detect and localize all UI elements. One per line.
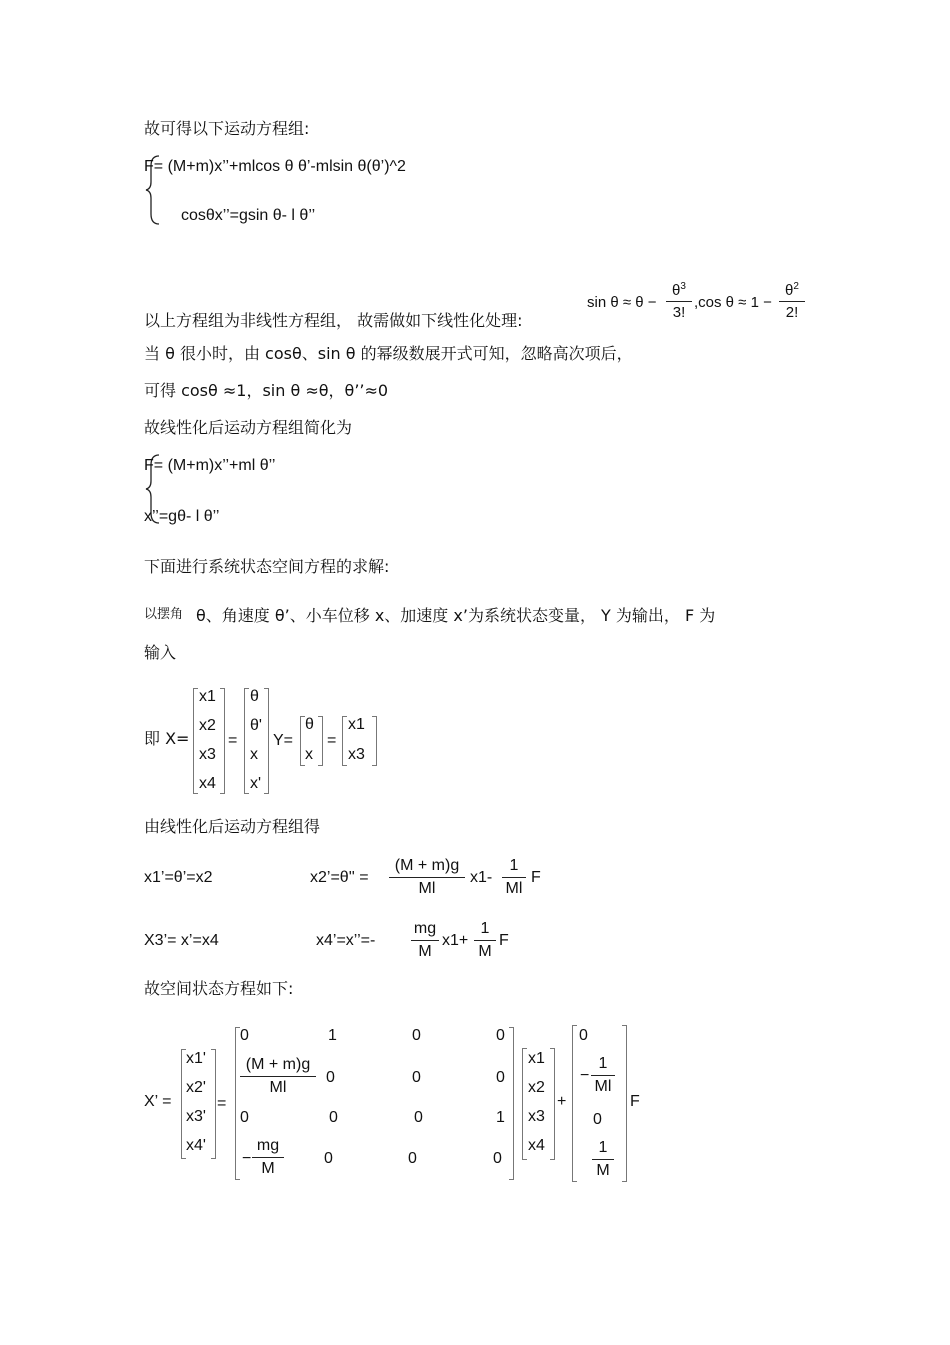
a-r2-fraction: [240, 1057, 316, 1096]
y1-entry: x: [305, 746, 313, 763]
state-entry: θ: [250, 688, 259, 705]
bracket-b-right: [622, 1025, 627, 1182]
bracket-x-left: [193, 688, 198, 794]
nonlinear-text: 以上方程组为非线性方程组， 故需做如下线性化处理:: [144, 311, 523, 330]
y2-entry: x1: [348, 716, 365, 733]
a-r4-fraction: [252, 1138, 284, 1177]
a-entry: 0: [493, 1150, 502, 1167]
xdot-entry: x4': [186, 1137, 206, 1154]
y1-entry: θ: [305, 716, 314, 733]
b-entry: 0: [593, 1111, 602, 1128]
ss-lead: X’ =: [144, 1093, 172, 1110]
deriv-2-den2: Ml: [505, 880, 523, 897]
state-entry: θ': [250, 717, 262, 734]
b-entry: 0: [579, 1027, 588, 1044]
taylor-cos-num: θ: [785, 282, 794, 299]
ss-input-f: F: [630, 1093, 640, 1110]
a-r4-num: mg: [256, 1137, 280, 1154]
deriv-4-lead: x4’=x’’=-: [316, 932, 376, 949]
xdot-entry: x2': [186, 1079, 206, 1096]
taylor-sin-exp: 3: [680, 281, 686, 292]
xv-entry: x3: [528, 1108, 545, 1125]
y-label: Y=: [273, 732, 294, 749]
bracket-b-left: [572, 1025, 577, 1182]
deriv-2-num: (M + m)g: [394, 857, 460, 874]
xdot-entry: x1': [186, 1050, 206, 1067]
state-entry: x': [250, 775, 262, 792]
a-r2-den: Ml: [269, 1079, 287, 1096]
equation-2a: F= (M+m)x’’+ml θ’’: [144, 457, 276, 474]
a-entry: 1: [496, 1109, 505, 1126]
x-entry: x3: [199, 746, 216, 763]
deriv-2-mid: x1-: [470, 869, 493, 886]
bracket-a-right: [509, 1027, 514, 1180]
approximation-text: 可得 cosθ ≈1，sin θ ≈θ，θ’’≈0: [144, 381, 389, 400]
a-entry: 0: [414, 1109, 423, 1126]
bracket-t-left: [244, 688, 249, 794]
b-r4-num: 1: [598, 1139, 608, 1156]
deriv-4-num: mg: [413, 920, 437, 937]
deriv-2-fraction-2: [502, 858, 526, 897]
conclude-text: 故空间状态方程如下:: [144, 979, 294, 998]
b-r2-num: 1: [598, 1055, 608, 1072]
a-entry: 0: [496, 1069, 505, 1086]
small-angle-text: 当 θ 很小时，由 cosθ、sin θ 的幂级数展开式可知，忽略高次项后，: [144, 344, 633, 363]
deriv-4-fraction: [411, 921, 439, 960]
deriv-2-lead: x2’=θ'' =: [310, 869, 369, 886]
a-entry: 0: [412, 1069, 421, 1086]
b-r2-sign: −: [580, 1067, 590, 1084]
a-entry: 1: [328, 1027, 337, 1044]
input-text: 输入: [144, 643, 177, 662]
bracket-xv-right: [550, 1048, 555, 1160]
xv-entry: x2: [528, 1079, 545, 1096]
a-entry: 0: [240, 1027, 249, 1044]
taylor-sin-num: θ: [672, 282, 681, 299]
deriv-1: x1’=θ’=x2: [144, 869, 213, 886]
equals-sign: =: [228, 732, 238, 749]
deriv-4-den2: M: [478, 943, 492, 960]
x-entry: x1: [199, 688, 216, 705]
bracket-x-right: [220, 688, 225, 794]
ss-equals: =: [217, 1095, 227, 1112]
simplified-text: 故线性化后运动方程组简化为: [144, 418, 353, 437]
deriv-4-mid: x1+: [442, 932, 469, 949]
deriv-2-fraction: [389, 858, 465, 897]
deriv-4-den: M: [418, 943, 432, 960]
taylor-cos-fraction: [779, 282, 805, 320]
bracket-y2-left: [342, 716, 347, 766]
a-r2-num: (M + m)g: [245, 1056, 311, 1073]
state-prefix: 以摆角: [144, 607, 184, 622]
state-lead: 即 X=: [144, 729, 190, 748]
taylor-cos-exp: 2: [793, 281, 799, 292]
b-r2-den: Ml: [594, 1078, 612, 1095]
a-r4-den: M: [261, 1160, 275, 1177]
equals-sign-2: =: [327, 732, 337, 749]
ss-plus: +: [557, 1093, 567, 1110]
deriv-4-num2: 1: [480, 920, 490, 937]
from-text: 由线性化后运动方程组得: [144, 817, 321, 836]
deriv-3: X3’= x’=x4: [144, 932, 219, 949]
equation-1b: cosθx’’=gsin θ- l θ’’: [181, 207, 316, 224]
deriv-4-tail: F: [499, 932, 509, 949]
state-entry: x: [250, 746, 258, 763]
equation-1a: F= (M+m)x’’+mlcos θ θ’-mlsin θ(θ’)^2: [144, 158, 406, 175]
equation-2b: x’’=gθ- l θ’’: [144, 508, 220, 525]
taylor-sin-fraction: [666, 282, 692, 320]
a-entry: 0: [496, 1027, 505, 1044]
deriv-4-fraction-2: [474, 921, 496, 960]
a-entry: 0: [240, 1109, 249, 1126]
bracket-xdot-right: [211, 1049, 216, 1159]
a-entry: 0: [329, 1109, 338, 1126]
y2-entry: x3: [348, 746, 365, 763]
x-entry: x2: [199, 717, 216, 734]
a-entry: 0: [326, 1069, 335, 1086]
bracket-a-left: [235, 1027, 240, 1180]
solve-text: 下面进行系统状态空间方程的求解:: [144, 557, 390, 576]
taylor-cos-den: 2!: [785, 304, 799, 321]
deriv-2-num2: 1: [509, 857, 519, 874]
a-entry: 0: [324, 1150, 333, 1167]
taylor-sin: sin θ ≈ θ −: [587, 294, 657, 311]
a-entry: 0: [412, 1027, 421, 1044]
xv-entry: x4: [528, 1137, 545, 1154]
bracket-t-right: [264, 688, 269, 794]
bracket-y1-right: [318, 716, 323, 766]
bracket-xv-left: [522, 1048, 527, 1160]
state-text: θ、角速度 θ’、小车位移 x、加速度 x’为系统状态变量， Y 为输出， F 为: [196, 606, 716, 625]
b-r2-fraction: [591, 1056, 615, 1095]
bracket-y2-right: [372, 716, 377, 766]
xv-entry: x1: [528, 1050, 545, 1067]
x-entry: x4: [199, 775, 216, 792]
a-entry: 0: [408, 1150, 417, 1167]
b-r4-den: M: [596, 1162, 610, 1179]
taylor-cos: ,cos θ ≈ 1 −: [694, 294, 772, 311]
deriv-2-tail: F: [531, 869, 541, 886]
deriv-2-den: Ml: [418, 880, 436, 897]
taylor-sin-den: 3!: [672, 304, 686, 321]
b-r4-fraction: [592, 1140, 614, 1179]
intro-text: 故可得以下运动方程组:: [144, 119, 310, 138]
a-r4-sign: −: [242, 1150, 252, 1167]
xdot-entry: x3': [186, 1108, 206, 1125]
